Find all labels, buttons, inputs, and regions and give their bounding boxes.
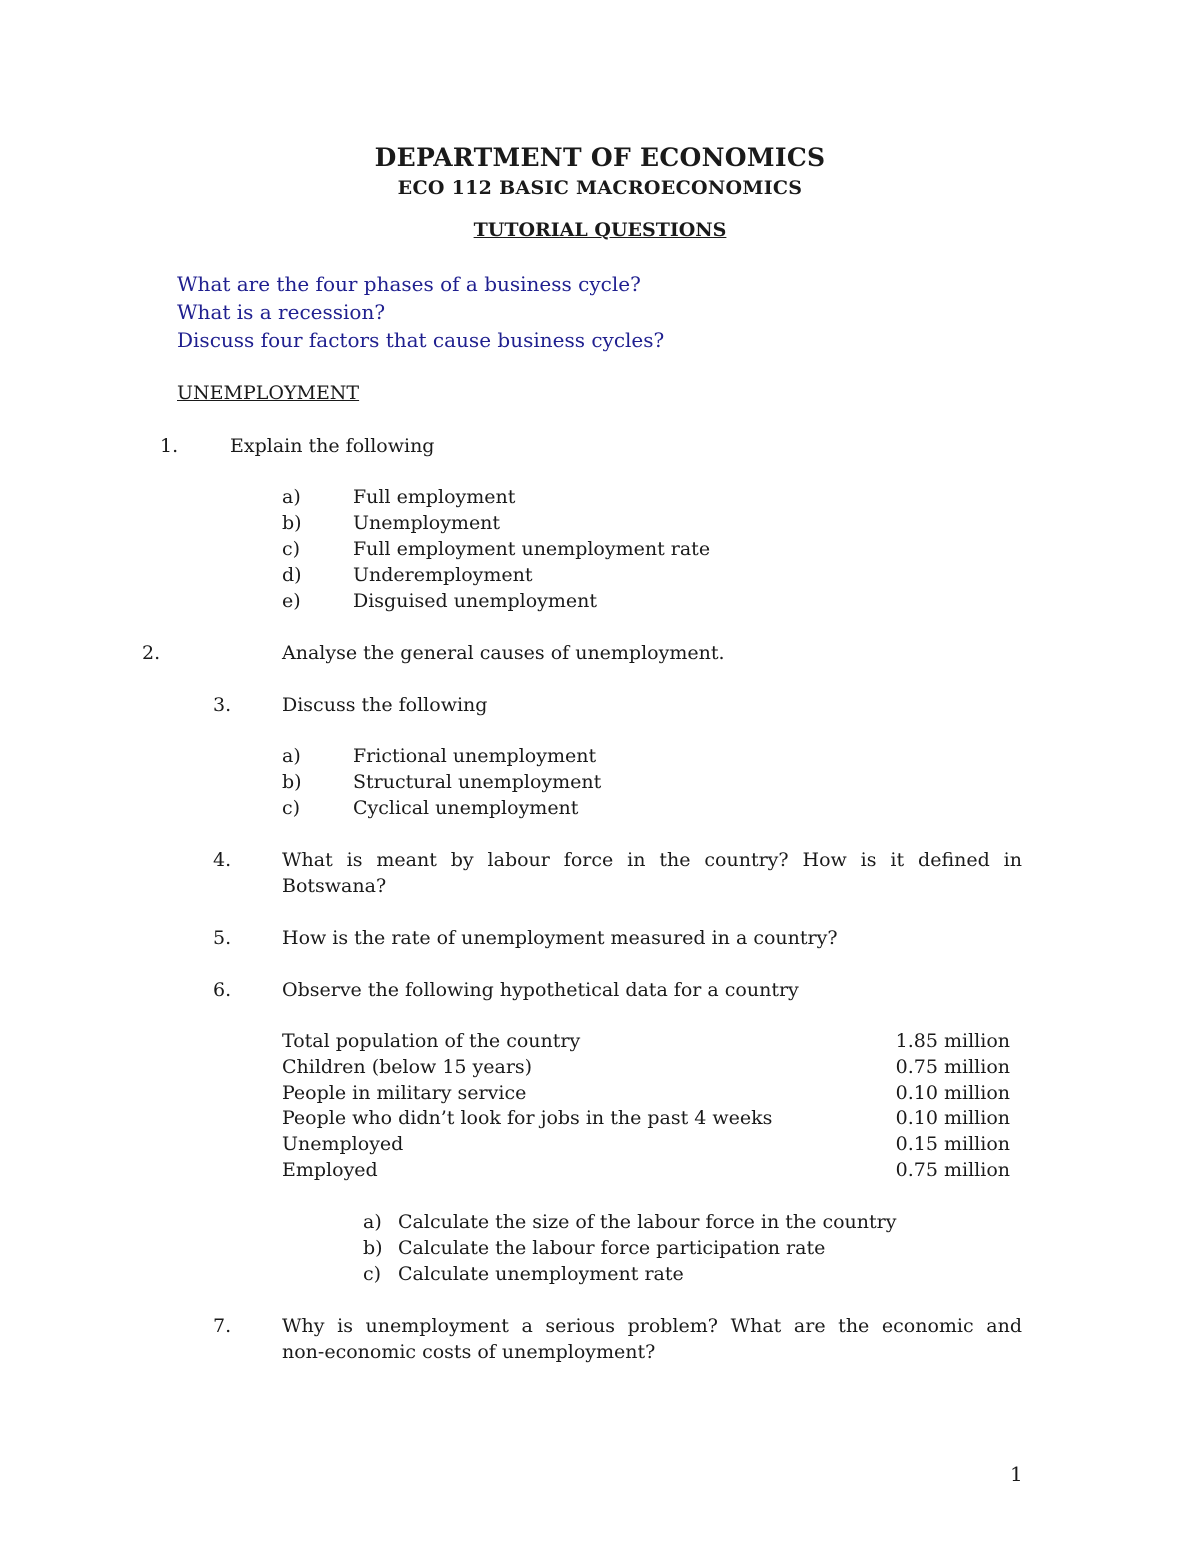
q7-number: 7. [213,1315,232,1337]
q1-item-text: Underemployment [353,564,533,586]
data-table-label: Total population of the country [282,1030,581,1052]
q6-item-label: c) [363,1263,382,1285]
q1-text: Explain the following [230,435,435,457]
data-table-label: Employed [282,1159,378,1181]
page-number: 1 [1010,1462,1023,1486]
q4-number: 4. [213,849,232,871]
data-table-value: 0.15 million [895,1133,1010,1155]
q3-item-text: Frictional unemployment [353,745,597,767]
q2-text: Analyse the general causes of unemployment. [282,642,725,664]
tutorial-subtitle: TUTORIAL QUESTIONS [473,219,727,241]
q2-number: 2. [142,642,161,664]
q3-number: 3. [213,694,232,716]
q3-item-text: Structural unemployment [353,771,602,793]
data-table-value: 0.10 million [895,1107,1010,1129]
q1-item-label: d) [282,564,302,586]
q1-item-text: Full employment [353,486,516,508]
section-heading: UNEMPLOYMENT [177,382,360,404]
q3-text: Discuss the following [282,694,488,716]
q5-text: How is the rate of unemployment measured in a country? [282,927,838,949]
data-table-value: 0.10 million [895,1082,1010,1104]
department-title: DEPARTMENT OF ECONOMICS [374,143,826,172]
q6-item-label: a) [363,1211,382,1233]
q3-item-text: Cyclical unemployment [353,797,579,819]
data-table-value: 1.85 million [895,1030,1010,1052]
q1-item-text: Unemployment [353,512,501,534]
data-table-label: Unemployed [282,1133,404,1155]
q6-text: Observe the following hypothetical data for a country [282,979,799,1001]
q7-text-line2: non-economic costs of unemployment? [282,1341,656,1363]
data-table-label: People who didn’t look for jobs in the past 4 weeks [282,1107,773,1129]
data-table-label: Children (below 15 years) [282,1056,533,1078]
course-title: ECO 112 BASIC MACROECONOMICS [397,177,803,199]
data-table-value: 0.75 million [895,1159,1010,1181]
q7-text-line1: Why is unemployment a serious problem? What are the economic and [282,1315,1022,1337]
q6-item-label: b) [363,1237,383,1259]
q1-item-label: c) [282,538,301,560]
q1-item-text: Full employment unemployment rate [353,538,711,560]
q3-item-label: c) [282,797,301,819]
intro-question-3: Discuss four factors that cause business cycles? [177,328,665,352]
q1-number: 1. [160,435,179,457]
q6-number: 6. [213,979,232,1001]
q1-item-label: e) [282,590,301,612]
q1-item-label: b) [282,512,302,534]
data-table-value: 0.75 million [895,1056,1010,1078]
q3-item-label: b) [282,771,302,793]
q6-item-text: Calculate the labour force participation rate [398,1237,826,1259]
q3-item-label: a) [282,745,301,767]
q6-item-text: Calculate unemployment rate [398,1263,684,1285]
data-table-label: People in military service [282,1082,527,1104]
q1-item-label: a) [282,486,301,508]
q5-number: 5. [213,927,232,949]
q6-item-text: Calculate the size of the labour force in the country [398,1211,897,1233]
q1-item-text: Disguised unemployment [353,590,598,612]
q4-text-line2: Botswana? [282,875,387,897]
intro-question-2: What is a recession? [177,300,386,324]
q4-text-line1: What is meant by labour force in the country? How is it defined in [282,849,1022,871]
intro-question-1: What are the four phases of a business cycle? [177,272,641,296]
